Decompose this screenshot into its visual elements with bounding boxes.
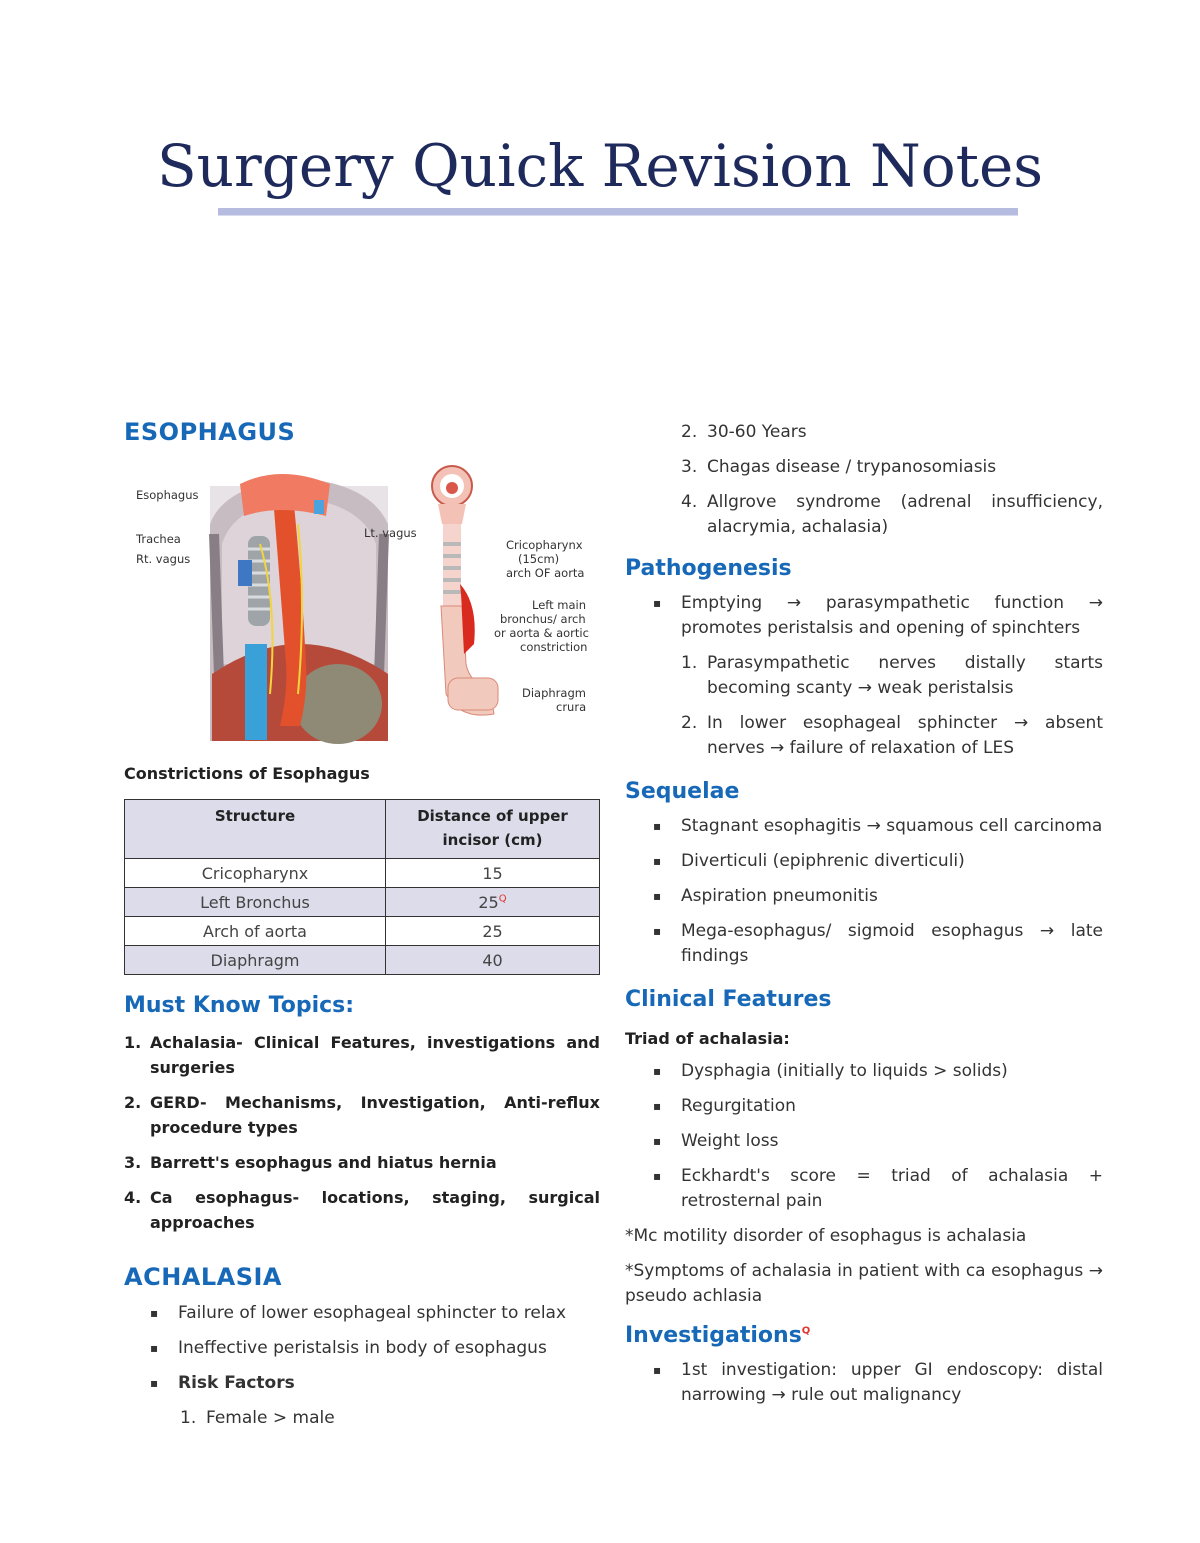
label-esophagus: Esophagus xyxy=(136,488,199,502)
list-text: Regurgitation xyxy=(681,1096,796,1116)
list-text: Aspiration pneumonitis xyxy=(681,886,878,906)
must-know-list xyxy=(124,1030,600,1235)
label-constriction: constriction xyxy=(520,640,588,654)
investigations-list xyxy=(625,1358,1103,1408)
list-item xyxy=(625,591,1103,641)
label-trachea: Trachea xyxy=(136,532,181,546)
table-cell: 25 xyxy=(386,917,600,946)
list-item xyxy=(625,1129,1103,1154)
list-item xyxy=(625,814,1103,839)
section-title-esophagus: ESOPHAGUS xyxy=(124,418,296,446)
left-column xyxy=(124,418,600,1441)
list-text: Failure of lower esophageal sphincter to relax xyxy=(178,1303,567,1323)
list-number: 2. xyxy=(681,422,698,442)
table-cell: Arch of aorta xyxy=(125,917,386,946)
list-text: Barrett's esophagus and hiatus hernia xyxy=(150,1153,497,1172)
label-bronchus-arch: bronchus/ arch xyxy=(500,612,586,626)
bullet-icon: ▪ xyxy=(653,1099,662,1113)
list-item xyxy=(124,1406,600,1431)
list-item xyxy=(625,1358,1103,1408)
list-item xyxy=(124,1030,600,1080)
bullet-icon: ▪ xyxy=(653,819,662,833)
right-column xyxy=(625,420,1103,1418)
list-number: 1. xyxy=(681,653,698,673)
bullet-icon: ▪ xyxy=(653,1064,662,1078)
table-row xyxy=(125,946,600,975)
list-item xyxy=(625,1059,1103,1084)
sequelae-list xyxy=(625,814,1103,969)
list-item-risk-factors xyxy=(124,1371,600,1396)
label-crura: crura xyxy=(556,700,587,714)
table-header-structure: Structure xyxy=(125,800,386,859)
table-header-row xyxy=(125,800,600,859)
table-cell: Left Bronchus xyxy=(125,888,386,917)
list-text: Ineffective peristalsis in body of esophagus xyxy=(178,1338,547,1358)
list-number: 3. xyxy=(681,457,698,477)
list-text: GERD- Mechanisms, Investigation, Anti-reflux procedure types xyxy=(150,1093,600,1137)
section-title-sequelae: Sequelae xyxy=(625,779,740,804)
list-text: Stagnant esophagitis → squamous cell carcinoma xyxy=(681,816,1103,836)
esophagus-anatomy-figure xyxy=(130,464,600,746)
list-text: 30-60 Years xyxy=(707,422,807,442)
constrictions-table xyxy=(124,799,600,975)
list-item xyxy=(625,849,1103,874)
list-item xyxy=(625,455,1103,480)
risk-factors-list-continued xyxy=(625,420,1103,540)
list-item xyxy=(625,884,1103,909)
list-text: Ca esophagus- locations, staging, surgical approaches xyxy=(150,1188,600,1232)
section-title-achalasia: ACHALASIA xyxy=(124,1263,283,1291)
bullet-icon: ▪ xyxy=(653,924,662,938)
question-marker: Q xyxy=(498,893,507,905)
note-text: *Symptoms of achalasia in patient with ca esophagus → pseudo achlasia xyxy=(625,1261,1103,1306)
list-item xyxy=(124,1336,600,1361)
title-divider xyxy=(218,208,1018,216)
list-item xyxy=(124,1150,600,1175)
achalasia-list xyxy=(124,1301,600,1396)
list-text: Diverticuli (epiphrenic diverticuli) xyxy=(681,851,965,871)
list-item xyxy=(625,1094,1103,1119)
table-row xyxy=(125,859,600,888)
list-number: 1. xyxy=(124,1033,142,1052)
label-rt-vagus: Rt. vagus xyxy=(136,552,191,566)
bullet-icon: ▪ xyxy=(150,1376,159,1390)
list-number: 3. xyxy=(124,1153,142,1172)
list-text: Dysphagia (initially to liquids > solids) xyxy=(681,1061,1008,1081)
table-caption: Constrictions of Esophagus xyxy=(124,764,370,783)
bullet-icon: ▪ xyxy=(150,1306,159,1320)
section-title-investigations xyxy=(625,1323,1103,1348)
list-text: Parasympathetic nerves distally starts becoming scanty → weak peristalsis xyxy=(707,653,1103,698)
triad-title: Triad of achalasia: xyxy=(625,1029,790,1048)
pathogenesis-list xyxy=(625,591,1103,641)
list-item xyxy=(625,711,1103,761)
list-item xyxy=(124,1301,600,1326)
table-cell xyxy=(386,888,600,917)
risk-factors-list xyxy=(124,1406,600,1431)
table-header-distance-text: Distance of upper incisor (cm) xyxy=(417,807,568,849)
label-left-main: Left main xyxy=(532,598,587,612)
table-cell: 40 xyxy=(386,946,600,975)
list-number: 4. xyxy=(681,492,698,512)
list-text: Allgrove syndrome (adrenal insufficiency, alacrymia, achalasia) xyxy=(707,492,1103,537)
list-item xyxy=(625,420,1103,445)
bullet-icon: ▪ xyxy=(653,1169,662,1183)
triad-list xyxy=(625,1059,1103,1214)
table-cell: Cricopharynx xyxy=(125,859,386,888)
list-item xyxy=(625,919,1103,969)
label-diaphragm: Diaphragm xyxy=(522,686,586,700)
bullet-icon: ▪ xyxy=(653,854,662,868)
list-text: In lower esophageal sphincter → absent nerves → failure of relaxation of LES xyxy=(707,713,1103,758)
label-lt-vagus: Lt. vagus xyxy=(364,526,417,540)
note-text: *Mc motility disorder of esophagus is achalasia xyxy=(625,1226,1027,1246)
table-row xyxy=(125,917,600,946)
list-number: 2. xyxy=(681,713,698,733)
list-text: Mega-esophagus/ sigmoid esophagus → late findings xyxy=(681,921,1103,966)
table-row xyxy=(125,888,600,917)
page-title: Surgery Quick Revision Notes xyxy=(156,132,1044,200)
table-cell: Diaphragm xyxy=(125,946,386,975)
list-text: Achalasia- Clinical Features, investigations and surgeries xyxy=(150,1033,600,1077)
list-text: 1st investigation: upper GI endoscopy: distal narrowing → rule out malignancy xyxy=(681,1360,1103,1405)
section-title-must-know: Must Know Topics: xyxy=(124,993,355,1018)
list-text: Emptying → parasympathetic function → promotes peristalsis and opening of spinchters xyxy=(681,593,1103,638)
table-cell-value: 25 xyxy=(478,892,499,912)
label-arch-of-aorta: arch OF aorta xyxy=(506,566,585,580)
table-cell: 15 xyxy=(386,859,600,888)
bullet-icon: ▪ xyxy=(653,1134,662,1148)
list-number: 2. xyxy=(124,1093,142,1112)
anatomy-illustration xyxy=(130,464,600,746)
list-text: Female > male xyxy=(206,1408,335,1428)
section-title-pathogenesis: Pathogenesis xyxy=(625,556,792,581)
label-cricopharynx-cm: (15cm) xyxy=(518,552,560,566)
investigations-title-text: Investigations xyxy=(625,1323,802,1348)
list-text: Chagas disease / trypanosomiasis xyxy=(707,457,997,477)
label-cricopharynx: Cricopharynx xyxy=(506,538,583,552)
list-text: Weight loss xyxy=(681,1131,779,1151)
label-aorta-aortic: or aorta & aortic xyxy=(494,626,589,640)
list-text: Eckhardt's score = triad of achalasia + retrosternal pain xyxy=(681,1166,1103,1211)
bullet-icon: ▪ xyxy=(653,1363,662,1377)
bullet-icon: ▪ xyxy=(653,889,662,903)
table-header-distance xyxy=(386,800,600,859)
bullet-icon: ▪ xyxy=(653,596,662,610)
list-item xyxy=(625,1164,1103,1214)
list-number: 1. xyxy=(180,1408,197,1428)
list-item xyxy=(625,651,1103,701)
list-item xyxy=(625,490,1103,540)
list-text: Risk Factors xyxy=(178,1373,295,1393)
bullet-icon: ▪ xyxy=(150,1341,159,1355)
question-marker: Q xyxy=(801,1325,811,1337)
section-title-clinical-features: Clinical Features xyxy=(625,987,832,1012)
list-number: 4. xyxy=(124,1188,142,1207)
pathogenesis-sublist xyxy=(625,651,1103,761)
list-item xyxy=(124,1090,600,1140)
list-item xyxy=(124,1185,600,1235)
